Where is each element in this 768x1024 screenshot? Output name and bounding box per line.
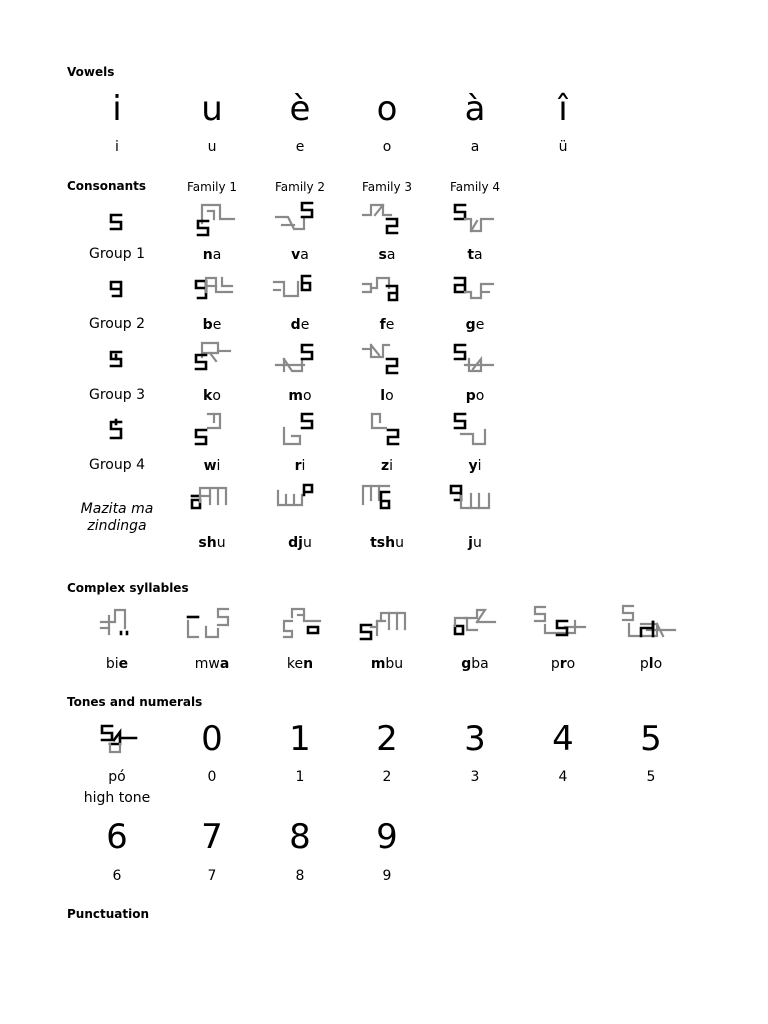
syllable-label: be	[202, 317, 222, 333]
syllable-label: yi	[468, 458, 482, 474]
glyph-consonant-na	[194, 203, 238, 239]
numeral-latin: 3	[470, 769, 480, 785]
numeral-char: 2	[376, 719, 398, 759]
glyph-complex-plo	[617, 602, 677, 640]
glyph-consonant-fe	[361, 274, 405, 304]
glyph-consonant-dju	[274, 481, 318, 511]
syllable-label: sa	[378, 247, 396, 263]
group-4-glyph	[107, 418, 127, 444]
syllable-label: lo	[380, 388, 394, 404]
glyph-consonant-yi	[449, 410, 493, 448]
glyph-consonant-po	[449, 341, 497, 375]
numeral-latin: 4	[558, 769, 568, 785]
group-label: Group 2	[89, 316, 145, 332]
numeral-latin: 2	[382, 769, 392, 785]
numeral-char: 0	[201, 719, 223, 759]
complex-label: ken	[286, 656, 314, 672]
syllable-label: zi	[380, 458, 394, 474]
numeral-latin: 9	[382, 868, 392, 884]
vowel-latin: a	[470, 139, 480, 155]
family-header: Family 3	[361, 180, 413, 194]
glyph-consonant-tshu	[361, 482, 405, 512]
numeral-latin: 6	[112, 868, 122, 884]
complex-label: mwa	[194, 656, 230, 672]
syllable-label: de	[290, 317, 310, 333]
section-punctuation-heading: Punctuation	[67, 907, 150, 921]
syllable-label: ri	[294, 458, 306, 474]
family-header: Family 4	[449, 180, 501, 194]
numeral-char: 7	[201, 817, 223, 857]
vowel-char: à	[464, 89, 486, 129]
complex-label: pro	[550, 656, 576, 672]
tone-label: pó	[108, 769, 126, 785]
complex-label: gba	[461, 656, 489, 672]
family-header: Family 1	[186, 180, 238, 194]
glyph-consonant-be	[192, 274, 236, 304]
numeral-latin: 1	[295, 769, 305, 785]
numeral-char: 1	[289, 719, 311, 759]
glyph-complex-mwa	[184, 605, 232, 641]
syllable-label: mo	[288, 388, 312, 404]
vowel-latin: o	[382, 139, 392, 155]
syllable-label: tshu	[370, 535, 404, 551]
group-3-glyph	[107, 348, 127, 372]
vowel-char: î	[558, 89, 568, 129]
syllable-label: ta	[467, 247, 483, 263]
glyph-consonant-sa	[361, 201, 405, 237]
vowel-char: è	[289, 89, 311, 129]
vowel-latin: u	[207, 139, 217, 155]
section-vowels-heading: Vowels	[67, 65, 115, 79]
syllable-label: shu	[198, 535, 226, 551]
syllable-label: wi	[203, 458, 221, 474]
syllable-label: fe	[379, 317, 395, 333]
glyph-consonant-wi	[192, 410, 236, 448]
glyph-consonant-mo	[274, 341, 318, 375]
group-label: Group 3	[89, 387, 145, 403]
syllable-label: ko	[203, 388, 221, 404]
glyph-consonant-ta	[449, 201, 497, 237]
numeral-char: 9	[376, 817, 398, 857]
group-label: Group 4	[89, 457, 145, 473]
glyph-consonant-zi	[368, 410, 408, 448]
complex-label: plo	[639, 656, 663, 672]
glyph-consonant-ri	[280, 410, 320, 448]
glyph-tone-high	[98, 722, 142, 756]
glyph-complex-mbu	[357, 607, 409, 641]
vowel-latin: ü	[558, 139, 568, 155]
numeral-latin: 7	[207, 868, 217, 884]
section-consonants-heading: Consonants	[67, 179, 147, 193]
numeral-char: 8	[289, 817, 311, 857]
family-header: Family 2	[274, 180, 326, 194]
section-tones-heading: Tones and numerals	[67, 695, 203, 709]
tone-note: high tone	[83, 790, 151, 806]
syllable-label: po	[465, 388, 485, 404]
numeral-latin: 0	[207, 769, 217, 785]
complex-label: bie	[105, 656, 129, 672]
glyph-consonant-shu	[188, 482, 232, 512]
glyph-consonant-de	[272, 272, 316, 302]
syllable-label: ge	[465, 317, 485, 333]
complex-label: mbu	[370, 656, 404, 672]
glyph-complex-ken	[278, 607, 324, 641]
glyph-consonant-ju	[449, 482, 493, 512]
syllable-label: dju	[288, 535, 312, 551]
vowel-char: u	[201, 89, 223, 129]
group-label: Group 1	[89, 246, 145, 262]
numeral-latin: 8	[295, 868, 305, 884]
glyph-complex-bie	[97, 606, 141, 640]
vowel-char: i	[112, 89, 122, 129]
numeral-char: 3	[464, 719, 486, 759]
syllable-label: va	[291, 247, 309, 263]
mazita-label: Mazita ma zindinga	[80, 501, 154, 534]
vowel-latin: e	[295, 139, 305, 155]
numeral-char: 6	[106, 817, 128, 857]
syllable-label: ju	[468, 535, 482, 551]
glyph-complex-pro	[531, 603, 587, 639]
vowel-latin: i	[115, 139, 119, 155]
group-2-glyph	[107, 278, 127, 302]
syllable-label: na	[202, 247, 222, 263]
numeral-latin: 5	[646, 769, 656, 785]
glyph-consonant-va	[274, 199, 318, 235]
glyph-consonant-ge	[449, 274, 497, 304]
numeral-char: 5	[640, 719, 662, 759]
section-complex-heading: Complex syllables	[67, 581, 189, 595]
glyph-complex-gba	[451, 606, 499, 640]
glyph-consonant-lo	[361, 341, 405, 375]
vowel-char: o	[376, 89, 398, 129]
group-1-glyph	[107, 211, 127, 235]
numeral-char: 4	[552, 719, 574, 759]
glyph-consonant-ko	[192, 341, 236, 375]
